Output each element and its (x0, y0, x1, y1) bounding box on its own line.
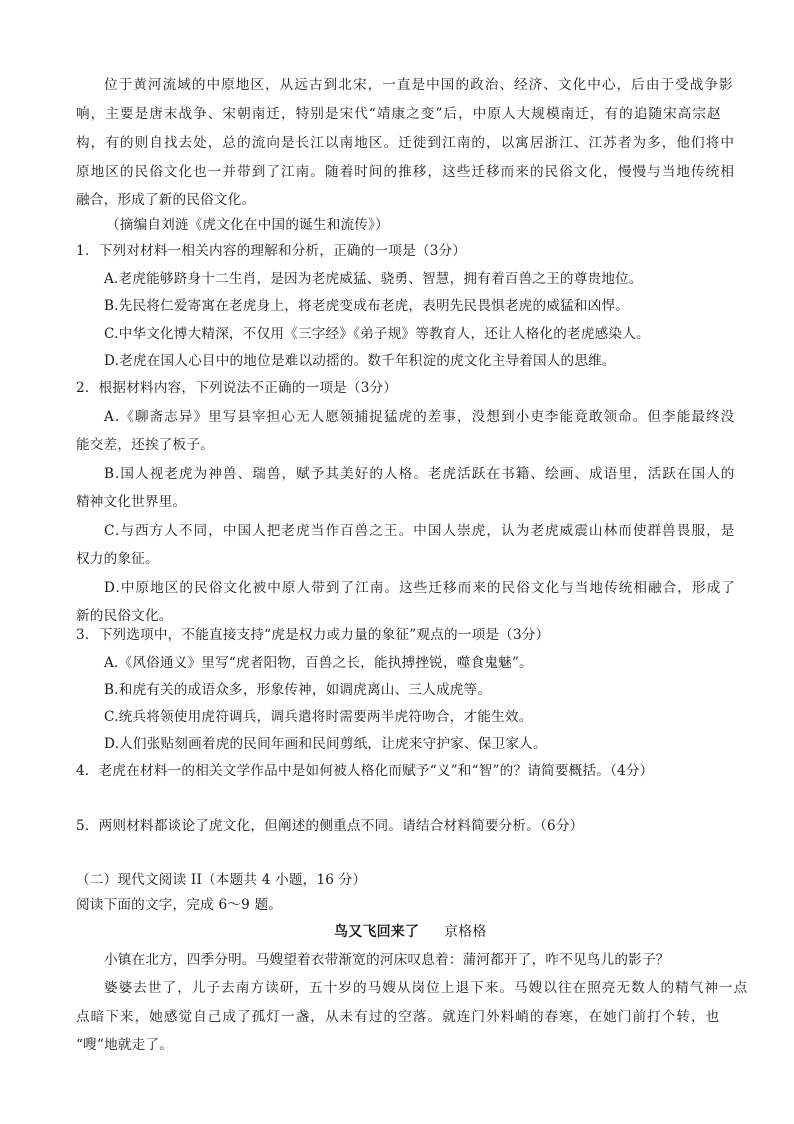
question-3-option-b: B.和虎有关的成语众多，形象传神，如调虎离山、三人成虎等。 (104, 682, 492, 698)
question-1-option-d: D.老虎在国人心目中的地位是难以动摇的。数千年积淀的虎文化主导着国人的思维。 (104, 353, 616, 369)
question-2-option-b-cont: 精神文化世界里。 (76, 494, 187, 510)
question-2-option-a-cont: 能交差，还挨了板子。 (76, 437, 214, 453)
passage-line: 融合，形成了新的民俗文化。 (76, 192, 256, 208)
story-line: 婆婆去世了，儿子去南方读研，五十岁的马嫂从岗位上退下来。马嫂以往在照亮无数人的精气神一点 (104, 980, 749, 996)
passage-source: （摘编自刘涟《虎文化在中国的诞生和流传》） (106, 217, 389, 233)
story-line: 点暗下来，她感觉自己成了孤灯一盏，从未有过的空落。就连门外料峭的春寒，在她门前打个转，也 (76, 1009, 721, 1025)
passage-line: 原地区的民俗文化也一并带到了江南。随着时间的推移，这些迁移而来的民俗文化，慢慢与当地传统相 (76, 164, 735, 180)
question-2-stem: 2．根据材料内容，下列说法不正确的一项是（3分） (76, 380, 398, 396)
question-1-option-c: C.中华文化博大精深，不仅用《三字经》《弟子规》等教育人，还让人格化的老虎感染人。 (104, 326, 650, 342)
question-3-option-a: A.《风俗通义》里写“虎者阳物，百兽之长，能执搏挫锐，噬食鬼魅”。 (104, 655, 533, 671)
section-header: （二）现代文阅读 II（本题共 4 小题，16 分） (76, 872, 367, 888)
question-2-option-a: A.《聊斋志异》里写县宰担心无人愿领捕捉猛虎的差事，没想到小吏李能竟敢领命。但李能最终没 (104, 409, 736, 425)
passage-line: 构，有的则自找去处，总的流向是长江以南地区。迁徙到江南的，以寓居浙江、江苏者为多，他们将中 (76, 135, 735, 151)
question-5: 5．两则材料都谈论了虎文化，但阐述的侧重点不同。请结合材料简要分析。（6分） (76, 818, 584, 834)
story-author: 京格格 (444, 924, 487, 940)
passage-line: 响，主要是唐末战争、宋朝南迁，特别是宋代“靖康之变”后，中原人大规模南迁，有的追随宋高宗赵 (76, 106, 722, 122)
story-line: 小镇在北方，四季分明。马嫂望着衣带渐宽的河床叹息着：蒲河都开了，咋不见鸟儿的影子？ (104, 952, 670, 968)
question-2-option-d: D.中原地区的民俗文化被中原人带到了江南。这些迁移而来的民俗文化与当地传统相融合，形成了 (104, 580, 736, 596)
question-2-option-b: B.国人视老虎为神兽、瑞兽，赋予其美好的人格。老虎活跃在书籍、绘画、成语里，活跃在国人的 (104, 466, 736, 482)
question-2-option-d-cont: 新的民俗文化。 (76, 608, 173, 624)
question-1-option-b: B.先民将仁爱寄寓在老虎身上，将老虎变成布老虎，表明先民畏惧老虎的威猛和凶悍。 (104, 298, 630, 314)
story-title: 鸟又飞回来了 (334, 924, 420, 940)
question-3-stem: 3．下列选项中，不能直接支持“虎是权力或力量的象征”观点的一项是（3分） (76, 627, 550, 643)
passage-line: 位于黄河流域的中原地区，从远古到北宋，一直是中国的政治、经济、文化中心，后由于受战争影 (104, 77, 734, 93)
question-1-option-a: A.老虎能够跻身十二生肖，是因为老虎威猛、骁勇、智慧，拥有着百兽之王的尊贵地位。 (104, 271, 643, 287)
question-4: 4．老虎在材料一的相关文学作品中是如何被人格化而赋予“义”和“智”的？请简要概括。（4分） (76, 763, 654, 779)
question-2-option-c-cont: 权力的象征。 (76, 551, 159, 567)
story-line: “嗖”地就走了。 (76, 1037, 174, 1053)
question-3-option-d: D.人们张贴刻画着虎的民间年画和民间剪纸，让虎来守护家、保卫家人。 (104, 736, 547, 752)
question-3-option-c: C.统兵将领使用虎符调兵，调兵遣将时需要两半虎符吻合，才能生效。 (104, 709, 533, 725)
question-2-option-c: C.与西方人不同，中国人把老虎当作百兽之王。中国人崇虎，认为老虎威震山林而使群兽畏服，是 (104, 523, 736, 539)
section-instruction: 阅读下面的文字，完成 6～9 题。 (76, 897, 283, 913)
question-1-stem: 1．下列对材料一相关内容的理解和分析，正确的一项是（3分） (76, 243, 467, 259)
